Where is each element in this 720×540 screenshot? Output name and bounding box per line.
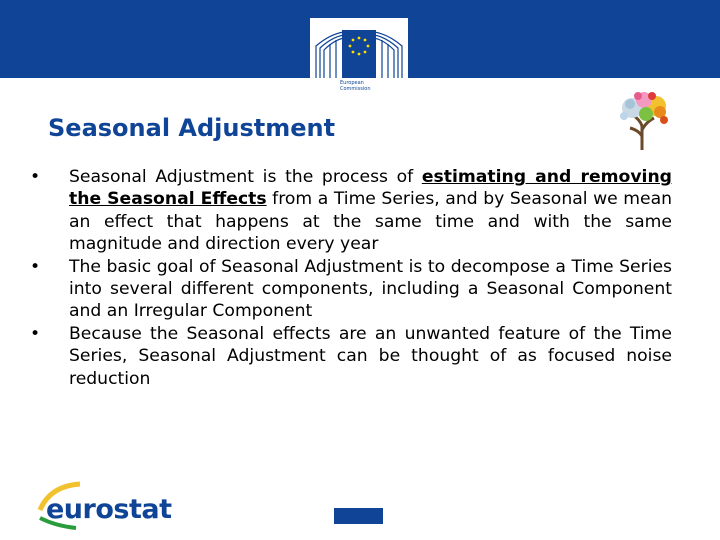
- bullet-1-text-a: Seasonal Adjustment is the process of: [69, 167, 422, 187]
- bullet-3-text: Because the Seasonal effects are an unwanted feature of the Time Series, Seasonal Adjustment can be thought of as focused noise reduction: [69, 323, 672, 389]
- seasonal-tree-icon: [612, 86, 676, 152]
- bullet-list: [30, 166, 672, 390]
- slide-title: Seasonal Adjustment: [48, 114, 336, 142]
- commission-logo-text: [340, 80, 380, 92]
- logo-line-1: European: [340, 80, 364, 86]
- bullet-item: [30, 323, 672, 390]
- bullet-1-emphasis: estimating and removing the Seasonal Effects: [69, 167, 672, 210]
- bullet-item: [30, 256, 672, 323]
- commission-building-icon: [310, 18, 408, 80]
- footer-bar: [334, 508, 383, 524]
- bullet-marker: •: [30, 256, 41, 277]
- eurostat-logo-text: eurostat: [46, 494, 172, 525]
- bullet-item: [30, 166, 672, 256]
- bullet-1-text-b: from a Time Series, and by Seasonal we mean an effect that happens at the same time and with the same magnitude and direction every year: [69, 189, 673, 255]
- bullet-marker: •: [30, 323, 41, 344]
- logo-line-2: Commission: [340, 86, 371, 92]
- bullet-marker: •: [30, 167, 41, 187]
- bullet-2-text: The basic goal of Seasonal Adjustment is to decompose a Time Series into several different components, including a Seasonal Component and an Irregular Component: [69, 256, 672, 322]
